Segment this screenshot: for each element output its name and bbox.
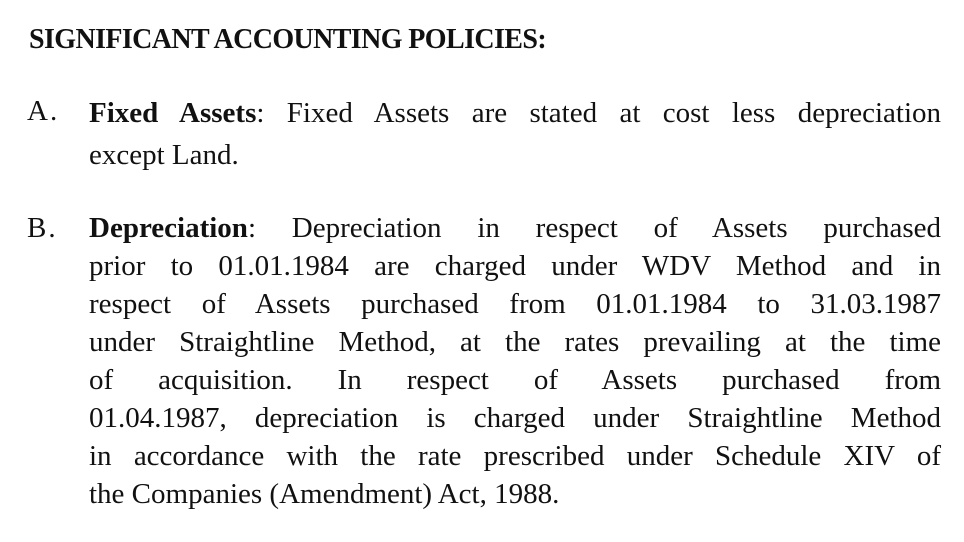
paragraph-line (89, 92, 941, 134)
paragraph-line: the Companies (Amendment) Act, 1988. (89, 478, 560, 510)
policy-term: Depreciation (89, 212, 248, 244)
policy-paragraph (89, 209, 941, 513)
paragraph-line: of acquisition. In respect of Assets purchased from (89, 364, 941, 396)
policy-marker: B. (27, 212, 58, 244)
paragraph-line: under Straightline Method, at the rates prevailing at the time (89, 326, 941, 358)
paragraph-line: respect of Assets purchased from 01.01.1984 to 31.03.1987 (89, 288, 941, 320)
policy-marker: A. (27, 95, 60, 127)
paragraph-line: prior to 01.01.1984 are charged under WDV Method and in (89, 250, 941, 282)
paragraph-line (89, 209, 941, 247)
paragraph-line: except Land. (89, 139, 239, 171)
policy-paragraph (89, 92, 941, 176)
paragraph-line: in accordance with the rate prescribed under Schedule XIV of (89, 440, 941, 472)
policy-term: Fixed Assets (89, 97, 257, 129)
paragraph-line: 01.04.1987, depreciation is charged under Straightline Method (89, 402, 941, 434)
line-text: : Depreciation in respect of Assets purchased (247, 212, 941, 244)
page-title: SIGNIFICANT ACCOUNTING POLICIES: (29, 24, 547, 55)
line-text: : Fixed Assets are stated at cost less depreciation (256, 97, 942, 129)
